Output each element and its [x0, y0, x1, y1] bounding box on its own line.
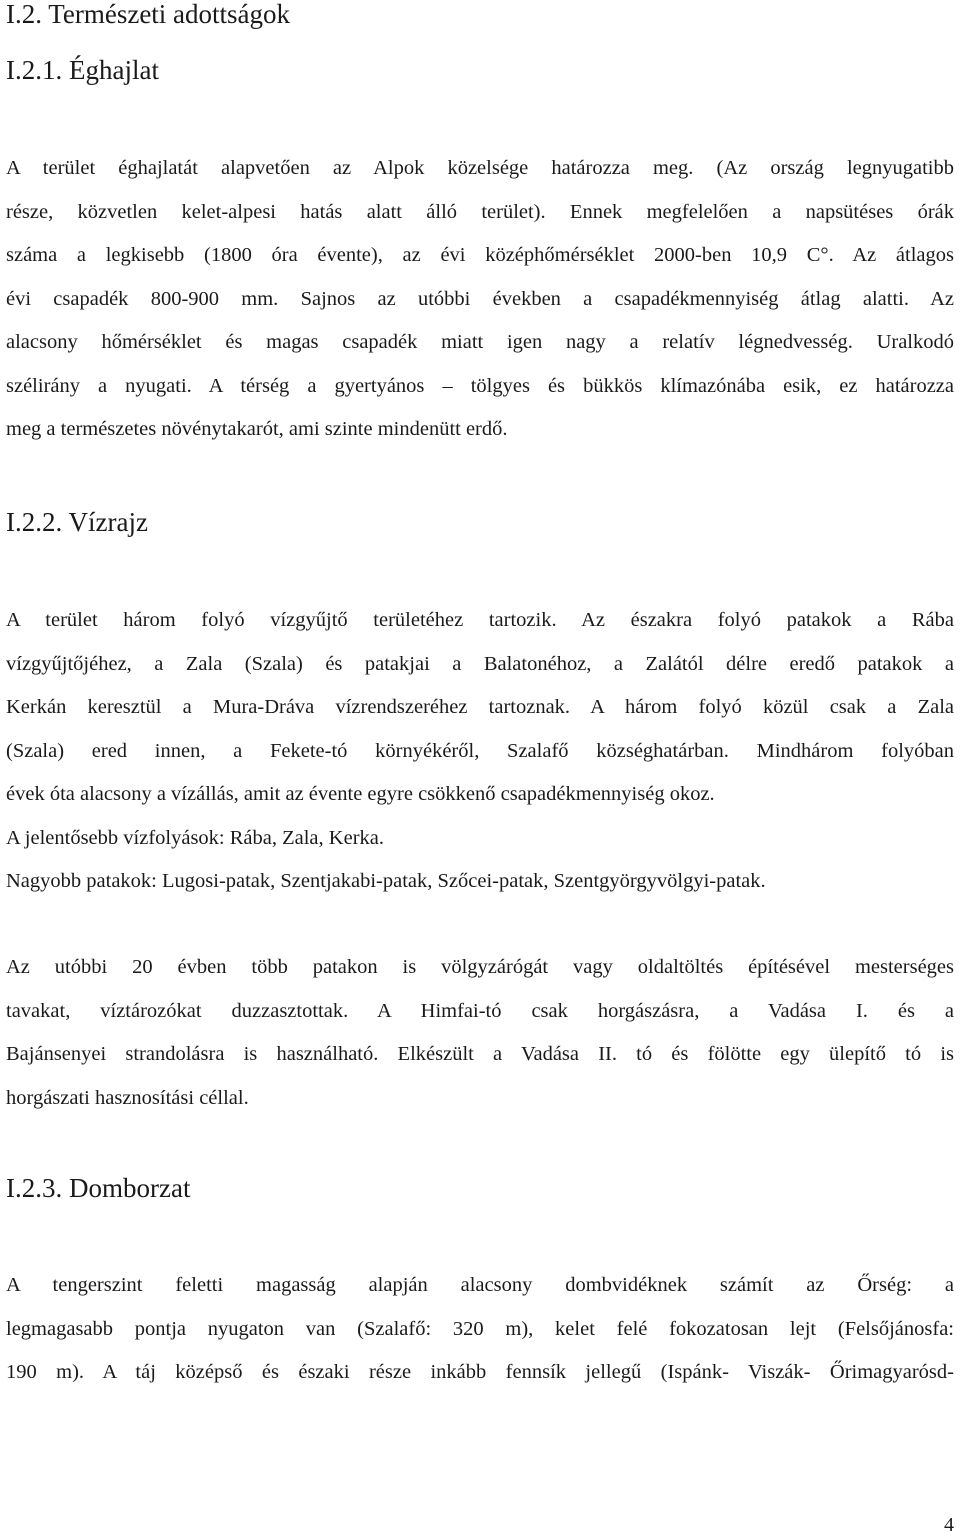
page-number: 4 [944, 1514, 954, 1536]
text-line: szélirány a nyugati. A térség a gyertyános – tölgyes és bükkös klímazónába esik, ez határozza [6, 374, 954, 397]
text-line: tavakat, víztározókat duzzasztottak. A Himfai-tó csak horgászásra, a Vadása I. és a [6, 999, 954, 1022]
section-title: I.2. Természeti adottságok [6, 0, 291, 29]
text-line: Nagyobb patakok: Lugosi-patak, Szentjakabi-patak, Szőcei-patak, Szentgyörgyvölgyi-patak. [6, 870, 766, 892]
text-line: (Szala) ered innen, a Fekete-tó környékéről, Szalafő községhatárban. Mindhárom folyóban [6, 739, 954, 762]
text-line: alacsony hőmérséklet és magas csapadék miatt igen nagy a relatív légnedvesség. Uralkodó [6, 331, 954, 353]
relief-heading: I.2.3. Domborzat [6, 1173, 191, 1203]
text-line: száma a legkisebb (1800 óra évente), az évi középhőmérséklet 2000-ben 10,9 C°. Az átlagos [6, 244, 954, 266]
text-line: A tengerszint feletti magasság alapján alacsony dombvidéknek számít az Őrség: a [6, 1274, 954, 1296]
text-line: Kerkán keresztül a Mura-Dráva vízrendszeréhez tartoznak. A három folyó közül csak a Zala [6, 696, 954, 718]
hydrography-paragraph [6, 599, 954, 904]
lakes-paragraph [6, 946, 954, 1120]
text-line: horgászati hasznosítási céllal. [6, 1086, 249, 1109]
text-line: Bajánsenyei strandolásra is használható. Elkészült a Vadása II. tó és fölötte egy ülepítő tó is [6, 1043, 954, 1065]
climate-paragraph [6, 147, 954, 452]
relief-paragraph [6, 1264, 954, 1395]
text-line: A terület három folyó vízgyűjtő területéhez tartozik. Az északra folyó patakok a Rába [6, 609, 954, 631]
text-line: 190 m). A táj középső és északi része inkább fennsík jellegű (Ispánk- Viszák- Őrimagyarósd- [6, 1361, 954, 1383]
text-line: A terület éghajlatát alapvetően az Alpok közelsége határozza meg. (Az ország legnyugatibb [6, 157, 954, 179]
text-line: meg a természetes növénytakarót, ami szinte mindenütt erdő. [6, 418, 508, 440]
text-line: évi csapadék 800-900 mm. Sajnos az utóbbi években a csapadékmennyiség átlag alatti. Az [6, 287, 954, 310]
text-line: Az utóbbi 20 évben több patakon is völgyzárógát vagy oldaltöltés építésével mesterséges [6, 956, 954, 978]
text-line: vízgyűjtőjéhez, a Zala (Szala) és patakjai a Balatonéhoz, a Zalától délre eredő patakok a [6, 652, 954, 675]
climate-heading: I.2.1. Éghajlat [6, 55, 159, 85]
text-line: A jelentősebb vízfolyások: Rába, Zala, Kerka. [6, 826, 384, 849]
hydrography-heading: I.2.2. Vízrajz [6, 507, 148, 537]
text-line: évek óta alacsony a vízállás, amit az évente egyre csökkenő csapadékmennyiség okoz. [6, 783, 715, 805]
text-line: legmagasabb pontja nyugaton van (Szalafő: 320 m), kelet felé fokozatosan lejt (Felsőjánosfa: [6, 1317, 954, 1340]
text-line: része, közvetlen kelet-alpesi hatás alatt álló terület). Ennek megfelelően a napsütéses órák [6, 200, 954, 223]
